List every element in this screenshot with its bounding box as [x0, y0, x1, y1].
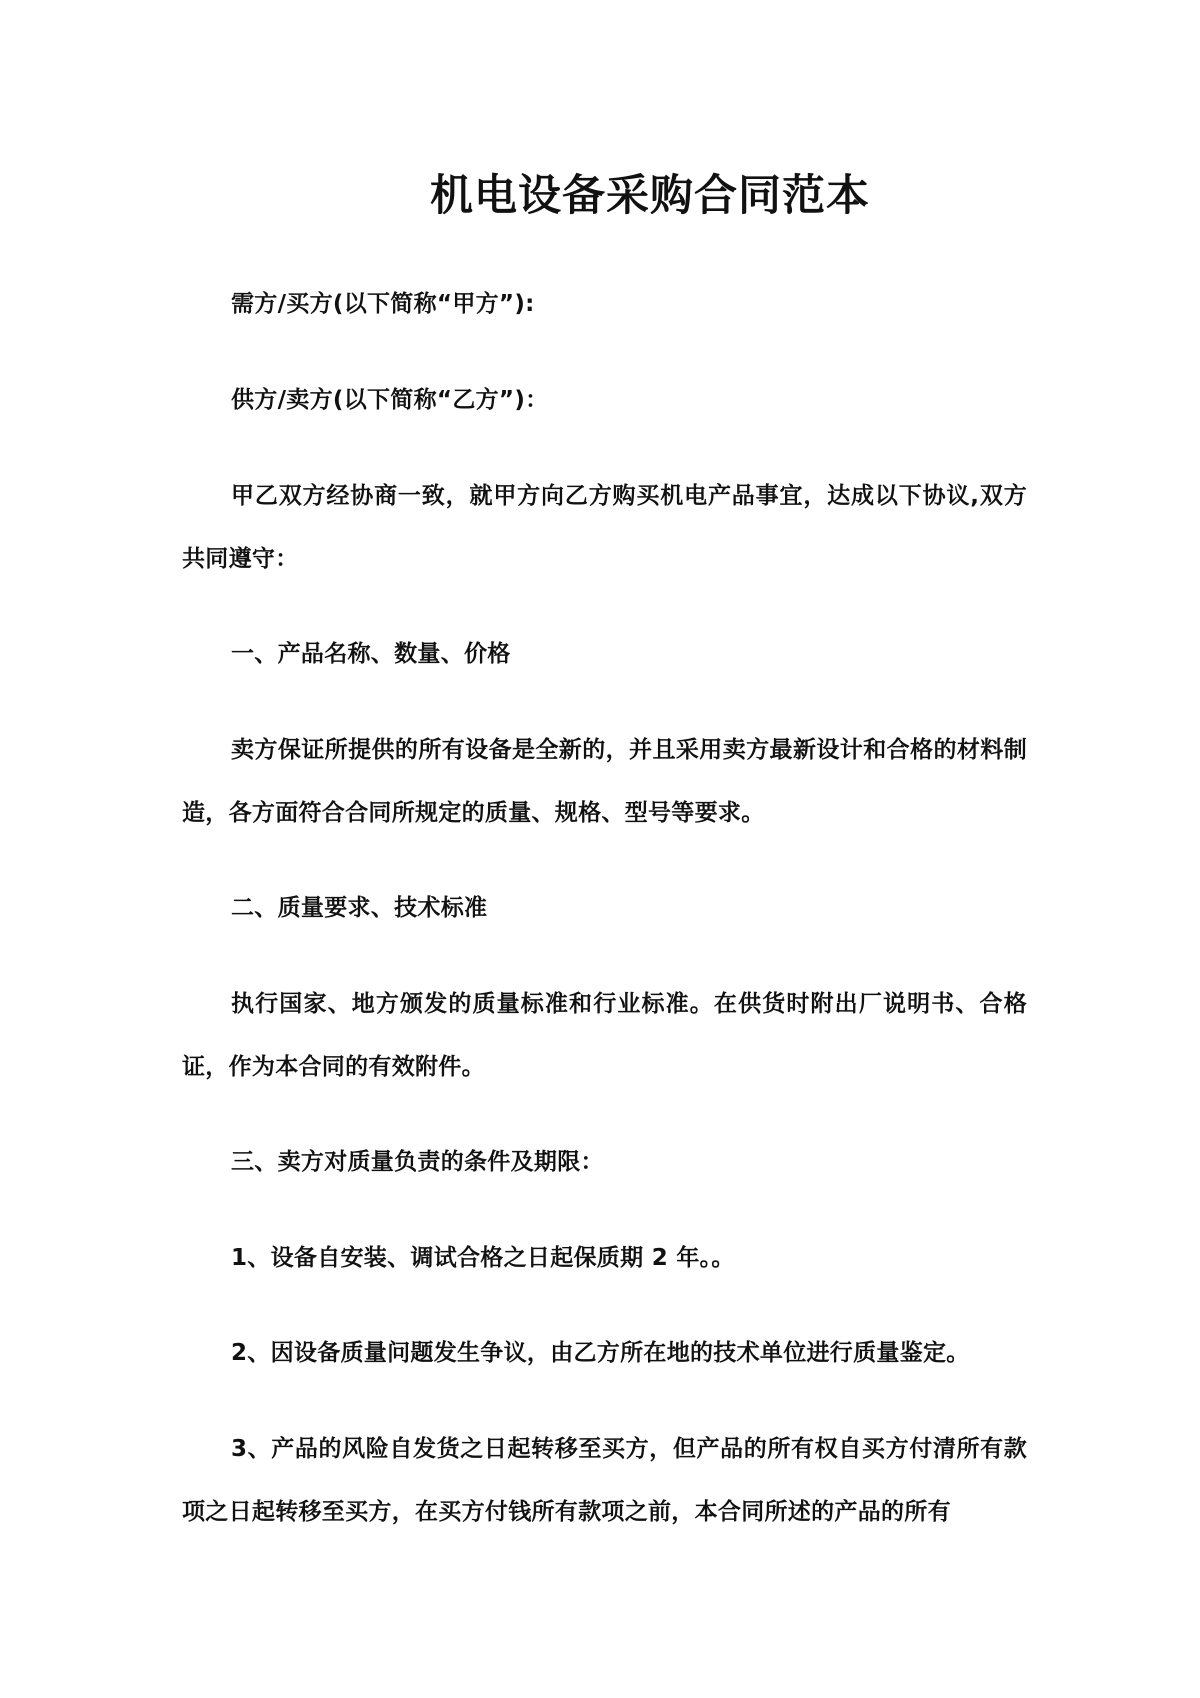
clause-3-1: 1、设备自安装、调试合格之日起保质期 2 年。。 [231, 1245, 735, 1271]
paragraph-section-2: 执行国家、地方颁发的质量标准和行业标准。在供货时附出厂说明书、合格证，作为本合同的有效附件。 [182, 991, 1027, 1080]
section-heading-1: 一、产品名称、数量、价格 [231, 641, 511, 667]
section-heading-2: 二、质量要求、技术标准 [231, 895, 488, 921]
clause-3-3: 3、产品的风险自发货之日起转移至买方，但产品的所有权自买方付清所有款项之日起转移至买方，在买方付钱所有款项之前，本合同所述的产品的所有 [182, 1436, 1027, 1525]
section-heading-3: 三、卖方对质量负责的条件及期限： [231, 1149, 604, 1175]
paragraph-seller: 供方/卖方(以下简称“乙方”)： [231, 387, 549, 413]
clause-3-2: 2、因设备质量问题发生争议，由乙方所在地的技术单位进行质量鉴定。 [231, 1340, 970, 1366]
paragraph-preamble: 甲乙双方经协商一致，就甲方向乙方购买机电产品事宜，达成以下协议,双方共同遵守： [182, 483, 1027, 572]
document-title: 机电设备采购合同范本 [430, 171, 870, 221]
paragraph-buyer: 需方/买方(以下简称“甲方”): [231, 291, 535, 317]
paragraph-section-1: 卖方保证所提供的所有设备是全新的，并且采用卖方最新设计和合格的材料制造，各方面符合合同所规定的质量、规格、型号等要求。 [182, 737, 1027, 826]
